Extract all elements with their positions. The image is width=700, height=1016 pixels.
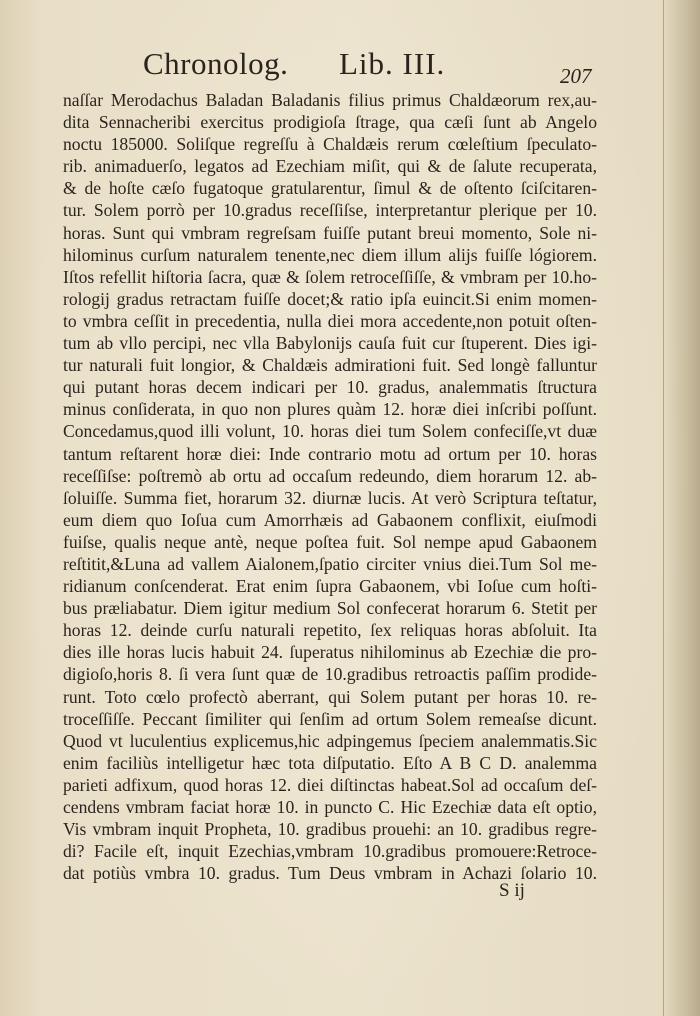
body-text [63,89,603,884]
text-line: eum diem quo Ioſua cum Amorrhæis ad Gabaonem conflixit, eiuſmodi [63,509,597,530]
text-line: fuiſse, qualis neque antè, neque poſtea fuit. Sol nempe apud Gabaonem [63,531,597,552]
text-line: dita Sennacheribi exercitus prodigioſa ſtrage, qua cæſi ſunt ab Angelo [63,112,597,133]
text-line: horas. Sunt qui vmbram regreſsam fuiſſe putant breui momento, Sole ni- [63,222,597,243]
text-line: horas 12. deinde curſu naturali repetito, ſex reliquas horas abſoluit. Ita [63,620,597,641]
text-line: Iſtos refellit hiſtoria ſacra, quæ & ſolem retroceſſiſſe, & vmbram per 10.ho- [63,266,597,287]
text-line: troceſſiſſe. Peccant ſimiliter qui ſenſim ad ortum Solem remeaſse dicunt. [63,708,597,729]
page-number: 207 [560,64,592,88]
text-line: dies ille horas lucis habuit 24. ſuperatus nihilominus ab Ezechiæ die pro- [63,642,597,663]
text-line: ridianum conſcenderat. Erat enim ſupra Gabaonem, vbi Ioſue cum hoſti- [63,576,597,597]
text-line: qui putant horas decem indicari per 10. gradus, analemmatis ſtructura [63,377,597,398]
text-line: Quod vt luculentius explicemus,hic adpingemus ſpeciem analemmatis.Sic [63,730,597,751]
page-edge-shadow [663,0,700,1016]
text-line: minus conſiderata, in quo non plures quàm 12. horæ diei inſcribi poſſunt. [63,399,597,420]
signature-mark: S ij [499,880,525,901]
text-line: dat potiùs vmbra 10. gradus. Tum Deus vmbram in Achazi ſolario 10. [63,863,597,884]
text-line: tur. Solem porrò per 10.gradus receſſiſse, interpretantur plerique per 10. [63,200,597,221]
text-line: Vis vmbram inquit Propheta, 10. gradibus prouehi: an 10. gradibus regre- [63,819,597,840]
text-line: tur naturali fuit longior, & Chaldæis admirationi fuit. Sed longè falluntur [63,355,597,376]
text-line: naſſar Merodachus Baladan Baladanis filius primus Chaldæorum rex,au- [63,90,597,110]
text-line: tum ab vllo percipi, nec vlla Babylonijs cauſa fuit cur ſtuperent. Dies igi- [63,333,597,354]
text-line: rib. animaduerſo, legatos ad Ezechiam miſit, qui & de ſalute recuperata, [63,156,597,177]
text-line: parieti adfixum, quod horas 12. diei diſtinctas habeat.Sol ad occaſum deſ- [63,774,597,795]
running-head [143,46,613,86]
text-line: enim faciliùs intelligetur hæc tota diſputatio. Eſto A B C D. analemma [63,752,597,773]
text-line: rologij gradus retractam fuiſſe docet;& ratio ipſa euincit.Si enim momen- [63,288,597,309]
text-line: ſoluiſſe. Summa fiet, horarum 32. diurnæ lucis. At verò Scriptura teſtatur, [63,487,597,508]
text-line: di? Facile eſt, inquit Ezechias,vmbram 10.gradibus promouere:Retroce- [63,841,597,862]
running-head-book: Lib. III. [339,46,446,81]
text-line: hilominus curſum naturalem tenente,nec diem illum alijs fuiſſe lógiorem. [63,244,597,265]
text-line: cendens vmbram faciat horæ 10. in puncto C. Hic Ezechiæ data eſt optio, [63,797,597,817]
text-line: digioſo,horis 8. ſi vera ſunt quæ de 10.gradibus retroactis paſſim prodide- [63,664,597,685]
text-line: tantum reſtarent horæ diei: Inde contrario motu ad ortum per 10. horas [63,443,597,464]
text-line: reſtitit,&Luna ad vallem Aialonem,ſpatio circiter vnius diei.Tum Sol me- [63,553,597,574]
text-line: runt. Toto cœlo profectò aberrant, qui Solem putant per horas 10. re- [63,686,597,707]
running-head-title: Chronolog. [143,46,289,81]
text-line: receſſiſse: poſtremò ab ortu ad occaſum redeundo, diem horarum 12. ab- [63,465,597,486]
text-line: bus præliabatur. Diem igitur medium Sol confecerat horarum 6. Stetit per [63,598,597,619]
text-line: to vmbra ceſſit in precedentia, nulla diei mora accedente,non potuit oſten- [63,310,597,331]
text-line: noctu 185000. Soliſque regreſſu à Chaldæis rerum cœleſtium ſpeculato- [63,134,597,155]
text-line: & de hoſte cæſo fugatoque gratularentur, ſimul & de oſtento ſciſcitaren- [63,178,597,199]
text-line: Concedamus,quod illi volunt, 10. horas diei tum Solem confeciſſe,vt duæ [63,421,597,442]
